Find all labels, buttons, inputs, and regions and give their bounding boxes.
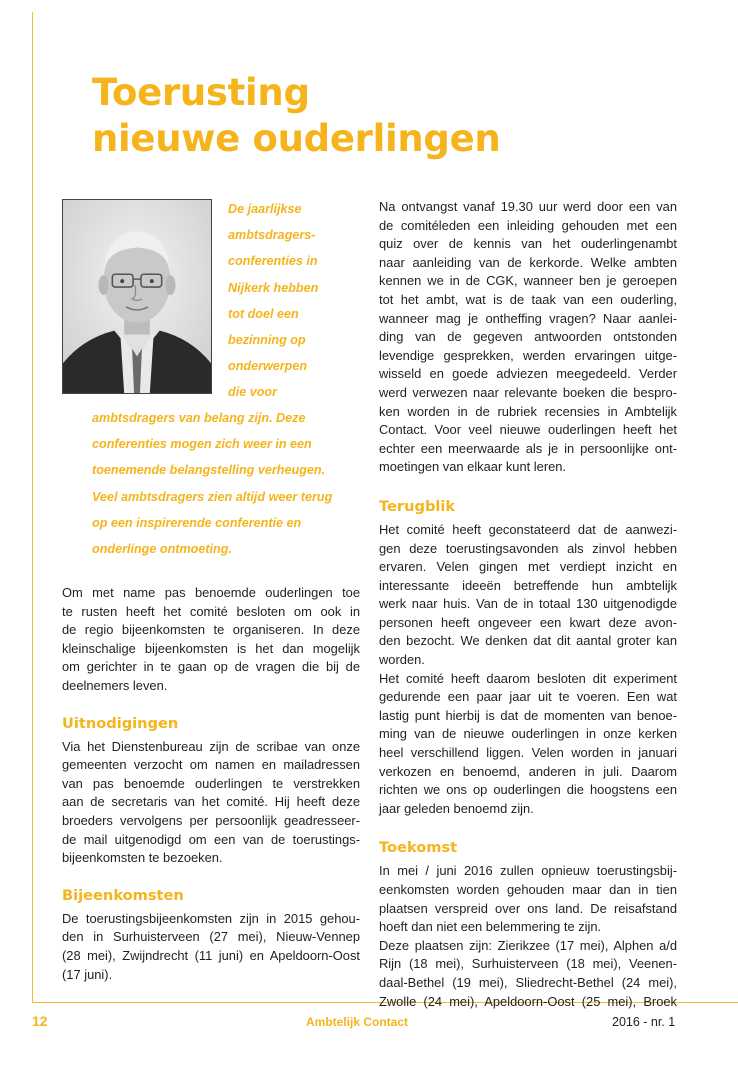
- page-number: 12: [32, 1013, 48, 1029]
- text-line: ken worden in de rubriek recensies in Ambtelijk: [379, 403, 677, 419]
- text-line: Het comité heeft daarom besloten dit experiment: [379, 670, 677, 686]
- text-line: om gerichter in te gaan op de vragen die bij de: [62, 659, 360, 675]
- text-line: de regio bijeenkomsten te organiseren. In deze: [62, 622, 360, 638]
- text-line: moetingen van elkaar kunt leren.: [379, 459, 567, 475]
- text-line: Na ontvangst vanaf 19.30 uur werd door een van: [379, 199, 677, 214]
- text-line: tot het ambt, wat is de taak van een ouderling,: [379, 291, 677, 307]
- portrait-photo: [62, 199, 212, 394]
- text-line: Via het Dienstenbureau zijn de scribae van onze: [62, 738, 360, 754]
- paragraph-terugblik: [379, 521, 677, 670]
- magazine-name: Ambtelijk Contact: [306, 1015, 409, 1029]
- text-line: levendige gesprekken, werden ervaringen uitge-: [379, 347, 677, 363]
- text-line: personen heeft ongeveer een kwart deze avon-: [379, 614, 677, 630]
- heading-terugblik: Terugblik: [379, 497, 456, 515]
- text-line: Zwolle (24 mei), Apeldoorn-Oost (25 mei), Broek: [379, 993, 677, 1009]
- text-line: quiz over de kennis van het ouderlingenambt: [379, 236, 677, 252]
- text-line: Contact. Voor veel nieuwe ouderlingen heeft het: [379, 422, 677, 438]
- text-line: Om met name pas benoemde ouderlingen toe: [62, 585, 360, 600]
- text-line: ming van de nieuwe ouderlingen in onze kerken: [379, 726, 677, 742]
- paragraph-uitnodigingen: [62, 738, 360, 868]
- text-line: De toerustingsbijeenkomsten zijn in 2015 gehou-: [62, 910, 360, 926]
- text-line: te rusten heeft het comité besloten om ook in: [62, 603, 360, 619]
- heading-bijeenkomsten: Bijeenkomsten: [62, 886, 184, 904]
- text-line: lastig punt hierbij is dat de momenten van benoe-: [379, 707, 677, 723]
- text-line: deelnemers leven.: [62, 677, 168, 693]
- text-line: werd verwezen naar relevante boeken die bespro-: [379, 384, 677, 400]
- text-line: In mei / juni 2016 zullen opnieuw toerustingsbij-: [379, 863, 677, 879]
- right-column: [379, 198, 677, 1011]
- intro-line: onderlinge ontmoeting.: [92, 542, 232, 557]
- title-line: nieuwe ouderlingen: [92, 117, 501, 160]
- text-line: gedurende een paar jaar uit te voeren. Een wat: [379, 689, 677, 705]
- intro-line: bezinning op: [228, 333, 306, 348]
- text-line: echter een meerwaarde als je in persoonlijke ont-: [379, 440, 677, 456]
- intro-line: conferenties in: [228, 254, 318, 269]
- text-line: richten we ons op ouderlingen die hoogstens een: [379, 782, 677, 798]
- paragraph-plaatsen: [379, 937, 677, 1011]
- paragraph-experiment: [379, 670, 677, 819]
- text-line: daal-Bethel (19 mei), Sliedrecht-Bethel (24 mei),: [379, 974, 677, 990]
- article-title: [92, 70, 500, 162]
- text-line: bijeenkomsten te bezoeken.: [62, 850, 223, 866]
- text-line: aan de secretaris van het comité. Hij heeft deze: [62, 794, 360, 810]
- paragraph-intro: [62, 584, 360, 696]
- heading-toekomst: Toekomst: [379, 839, 458, 857]
- text-line: interessante ideeën betreffende hun ambtelijk: [379, 577, 677, 593]
- intro-line: tot doel een: [228, 306, 299, 321]
- text-line: ding van de gegeven antwoorden ontstonden: [379, 329, 677, 345]
- intro-line: onderwerpen: [228, 359, 308, 374]
- text-line: eenkomsten worden gehouden maar dan in tien: [379, 882, 677, 897]
- text-line: Deze plaatsen zijn: Zierikzee (17 mei), Alphen a/d: [379, 937, 677, 953]
- text-line: gemeenten verzocht om namen en mailadressen: [62, 757, 360, 773]
- text-line: heel verschillend liggen. Velen worden in januari: [379, 745, 677, 761]
- text-line: (17 juni).: [62, 966, 113, 982]
- text-line: hoeft dan niet een belemmering te zijn.: [379, 919, 602, 935]
- text-line: plaatsen verspreid over ons land. De reisafstand: [379, 900, 677, 916]
- text-line: worden.: [379, 652, 425, 668]
- text-line: jaar geleden benoemd zijn.: [379, 800, 534, 816]
- text-line: broeders vervolgens per persoonlijk geadresseer-: [62, 812, 360, 828]
- text-line: gen deze toerustingsavonden als zinvol hebben: [379, 540, 677, 556]
- heading-uitnodigingen: Uitnodigingen: [62, 714, 179, 732]
- intro-line: Veel ambtsdragers zien altijd weer terug: [92, 489, 333, 504]
- text-line: naar aanleiding van de kerkorde. Welke ambten: [379, 254, 677, 270]
- intro-line: op een inspirerende conferentie en: [92, 515, 302, 530]
- intro-line: toenemende belangstelling verheugen.: [92, 463, 326, 478]
- text-line: wisseld en goede adviezen meegedeeld. Verder: [379, 366, 677, 382]
- text-line: werk naar huis. Van de in totaal 130 uitgenodigde: [379, 596, 677, 612]
- text-line: wanneer mag je ontheffing vragen? Naar aanlei-: [379, 310, 677, 326]
- paragraph-ontvangst: [379, 198, 677, 477]
- title-line: Toerusting: [92, 71, 310, 114]
- text-line: kennen we in de CGK, wanneer ben je geroepen: [379, 273, 677, 289]
- paragraph-toekomst: [379, 862, 677, 936]
- intro-line: Nijkerk hebben: [228, 280, 319, 295]
- intro-line: die voor: [228, 385, 277, 400]
- text-line: ervaren. Velen gingen met verdiept inzicht en: [379, 559, 677, 575]
- text-line: de comitéleden een inleiding gehouden met een: [379, 217, 677, 233]
- intro-line: ambtsdragers van belang zijn. Deze: [92, 411, 306, 425]
- text-line: Het comité heeft geconstateerd dat de aanwezi-: [379, 521, 677, 537]
- text-line: de mail uitgenodigd om een van de toerustings-: [62, 831, 360, 847]
- text-line: van pas benoemde ouderlingen te verstrekken: [62, 775, 360, 791]
- portrait-illustration: [63, 200, 211, 393]
- issue-label: 2016 - nr. 1: [612, 1015, 676, 1029]
- text-line: den bezocht. We denken dat dit aantal groter kan: [379, 633, 677, 649]
- text-line: (28 mei), Zwijndrecht (11 juni) en Apeldoorn-Oost: [62, 947, 360, 963]
- intro-line: conferenties mogen zich weer in een: [92, 437, 312, 452]
- margin-rule-vertical: [32, 12, 33, 1002]
- paragraph-bijeenkomsten: [62, 910, 360, 984]
- text-line: Rijn (18 mei), Surhuisterveen (18 mei), Veenen-: [379, 956, 677, 972]
- intro-line: De jaarlijkse: [228, 202, 302, 216]
- text-line: den in Surhuisterveen (27 mei), Nieuw-Vennep: [62, 929, 360, 945]
- text-line: kleinschalige bijeenkomsten is het dan mogelijk: [62, 640, 360, 656]
- intro-text-wide: [92, 405, 332, 562]
- text-line: verkozen en benoemd, anderen in juli. Daarom: [379, 763, 677, 779]
- intro-line: ambtsdragers-: [228, 228, 316, 243]
- left-column: [62, 584, 360, 984]
- intro-text-right: [228, 196, 318, 406]
